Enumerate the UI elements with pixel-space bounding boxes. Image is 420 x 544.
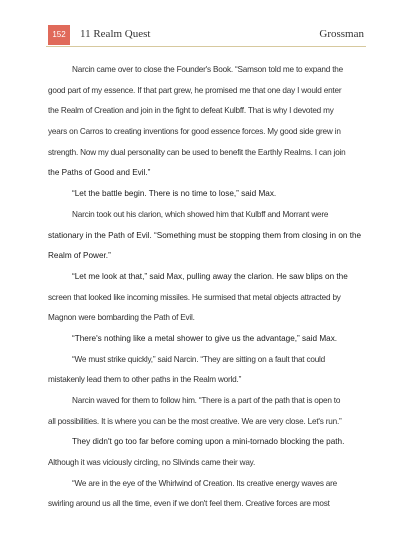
- text-line: Magnon were bombarding the Path of Evil.: [48, 313, 195, 323]
- text-line: Narcin came over to close the Founder's Book. “Samson told me to expand the: [72, 65, 343, 74]
- paragraph: [48, 184, 370, 205]
- text-line: “There's nothing like a metal shower to give us the advantage,” said Max.: [72, 333, 338, 343]
- text-line: “We must strike quickly,” said Narcin. “They are sitting on a fault that could: [72, 354, 326, 364]
- text-line: screen that looked like incoming missiles. He surmised that metal objects attracted by: [48, 292, 341, 302]
- paragraph: [48, 432, 370, 473]
- paragraph: [48, 474, 370, 515]
- text-line: “Let the battle begin. There is no time to lose,” said Max.: [72, 189, 277, 199]
- header-divider: [46, 46, 366, 47]
- text-line: stationary in the Path of Evil. “Something must be stopping them from closing in on the: [48, 230, 362, 240]
- text-line: swirling around us all the time, even if we don't feel them. Creative forces are most: [48, 499, 330, 509]
- paragraph: [48, 60, 370, 184]
- text-line: Narcin took out his clarion, which showed him that Kulbff and Morrant were: [72, 209, 329, 219]
- paragraph: [48, 267, 370, 329]
- text-line: strength. Now my dual personality can be used to benefit the Earthly Realms. I can join: [48, 147, 346, 157]
- paragraph: [48, 350, 370, 391]
- text-line: “We are in the eye of the Whirlwind of Creation. Its creative energy waves are: [72, 478, 338, 488]
- body-text: [48, 60, 370, 515]
- text-line: the Paths of Good and Evil.”: [48, 168, 151, 178]
- running-header-author: Grossman: [319, 28, 364, 40]
- text-line: Although it was viciously circling, no Slivinds came their way.: [48, 458, 256, 468]
- text-line: “Let me look at that,” said Max, pulling away the clarion. He saw blips on the: [72, 271, 348, 281]
- paragraph: [48, 391, 370, 432]
- running-header-title: 11 Realm Quest: [80, 28, 151, 40]
- text-line: all possibilities. It is where you can be the most creative. We are very close. Let's run.”: [48, 416, 342, 426]
- text-line: Realm of Power.”: [48, 251, 111, 261]
- text-line: years on Carros to creating inventions for good essence forces. My good side grew in: [48, 127, 341, 137]
- paragraph: [48, 205, 370, 267]
- text-line: good part of my essence. If that part grew, he promised me that one day I would enter: [48, 85, 342, 95]
- text-line: the Realm of Creation and join in the fight to defeat Kulbff. That is why I devoted my: [48, 106, 334, 116]
- text-line: mistakenly lead them to other paths in the Realm world.”: [48, 375, 242, 385]
- text-line: They didn't go too far before coming upon a mini-tornado blocking the path.: [72, 437, 345, 447]
- page-number: 152: [48, 25, 70, 45]
- text-line: Narcin waved for them to follow him. “There is a part of the path that is open to: [72, 396, 341, 405]
- paragraph: [48, 329, 370, 350]
